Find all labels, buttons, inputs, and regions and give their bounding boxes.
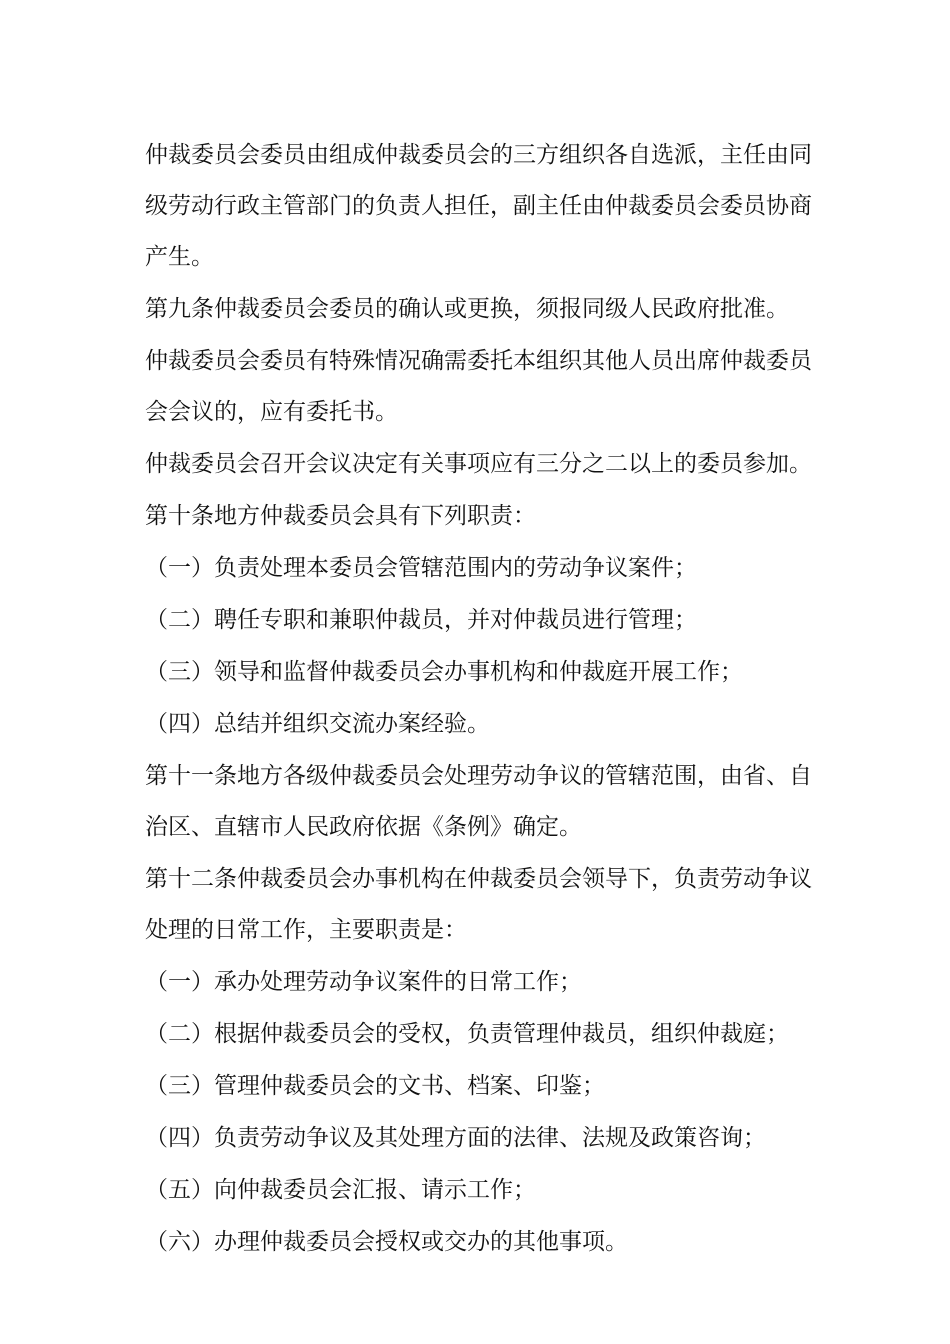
list-item-article-12-5: （五）向仲裁委员会汇报、请示工作； [145,1177,536,1203]
paragraph-meeting-quorum: 仲裁委员会召开会议决定有关事项应有三分之二以上的委员参加。 [145,451,812,477]
list-item-article-10-2: （二）聘任专职和兼职仲裁员，并对仲裁员进行管理； [145,607,697,633]
paragraph-article-9: 第九条仲裁委员会委员的确认或更换，须报同级人民政府批准。 [145,296,789,322]
list-item-article-12-2: （二）根据仲裁委员会的受权，负责管理仲裁员，组织仲裁庭； [145,1021,789,1047]
paragraph-committee-members: 仲裁委员会委员由组成仲裁委员会的三方组织各自选派，主任由同级劳动行政主管部门的负责人担任，副主任由仲裁委员会委员协商产生。 [145,142,812,270]
list-item-article-12-3: （三）管理仲裁委员会的文书、档案、印鉴； [145,1073,605,1099]
paragraph-article-10: 第十条地方仲裁委员会具有下列职责： [145,503,536,529]
list-item-article-12-1: （一）承办处理劳动争议案件的日常工作； [145,969,582,995]
document-body [145,130,817,1269]
paragraph-article-11: 第十一条地方各级仲裁委员会处理劳动争议的管辖范围，由省、自治区、直辖市人民政府依据《条例》确定。 [145,763,812,840]
list-item-article-10-1: （一）负责处理本委员会管辖范围内的劳动争议案件； [145,555,697,581]
paragraph-article-12: 第十二条仲裁委员会办事机构在仲裁委员会领导下，负责劳动争议处理的日常工作，主要职责是： [145,866,812,943]
list-item-article-12-6: （六）办理仲裁委员会授权或交办的其他事项。 [145,1229,628,1255]
list-item-article-10-4: （四）总结并组织交流办案经验。 [145,711,490,737]
list-item-article-12-4: （四）负责劳动争议及其处理方面的法律、法规及政策咨询； [145,1125,766,1151]
list-item-article-10-3: （三）领导和监督仲裁委员会办事机构和仲裁庭开展工作； [145,659,743,685]
paragraph-delegation: 仲裁委员会委员有特殊情况确需委托本组织其他人员出席仲裁委员会会议的，应有委托书。 [145,348,812,425]
